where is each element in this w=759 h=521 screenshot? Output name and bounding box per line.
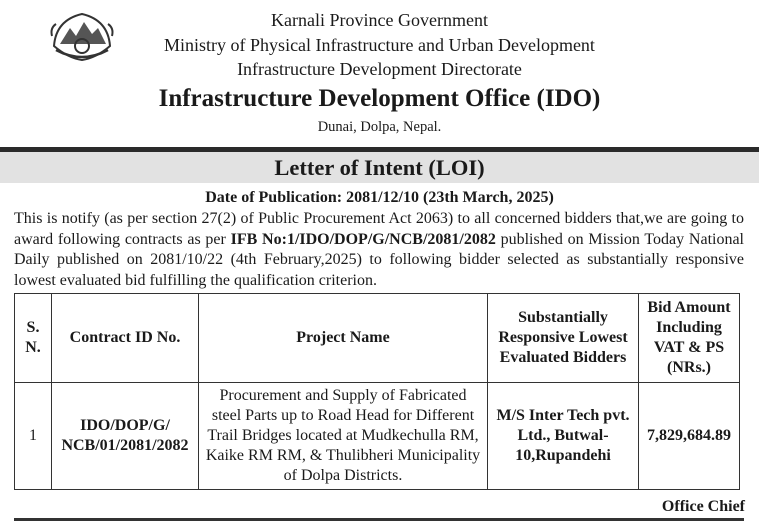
notice-title: Letter of Intent (LOI) xyxy=(274,155,485,180)
header-bidder: Substantially Responsive Lowest Evaluated Bidders xyxy=(488,294,639,383)
notice-banner xyxy=(0,147,759,183)
table-header-row xyxy=(15,294,740,383)
directorate-line: Infrastructure Development Directorate xyxy=(237,59,522,79)
notice-text-part2: published on Mission Today National Daily published on 2081/10/22 (4th February,2025) to following bidder selected as substantially responsive lowest evaluated bid fulfilling the qualification criterion. xyxy=(14,230,745,289)
ministry-line: Ministry of Physical Infrastructure and Urban Development xyxy=(164,34,595,55)
office-address: Dunai, Dolpa, Nepal. xyxy=(317,118,442,135)
header-sn: S. N. xyxy=(15,294,52,383)
header-project-name: Project Name xyxy=(199,294,488,383)
cell-sn: 1 xyxy=(15,383,52,490)
office-title: Infrastructure Development Office (IDO) xyxy=(158,84,601,112)
notice-paragraph xyxy=(14,209,744,291)
award-table xyxy=(14,293,740,490)
header-bid-amount: Bid Amount Including VAT & PS (NRs.) xyxy=(639,294,740,383)
letterhead xyxy=(0,8,759,138)
cell-contract-id: IDO/DOP/G/ NCB/01/2081/2082 xyxy=(52,383,199,490)
header-contract-id: Contract ID No. xyxy=(52,294,199,383)
publication-date: Date of Publication: 2081/12/10 (23th March, 2025) xyxy=(205,189,554,206)
cell-bidder: M/S Inter Tech pvt. Ltd., Butwal-10,Rupandehi xyxy=(488,383,639,490)
cell-bid-amount: 7,829,684.89 xyxy=(639,383,740,490)
province-line: Karnali Province Government xyxy=(271,10,488,30)
table-row xyxy=(15,383,740,490)
signatory: Office Chief xyxy=(661,498,745,515)
cell-project-name: Procurement and Supply of Fabricated steel Parts up to Road Head for Different Trail Bridges located at Mudkechulla RM, Kaike RM RM, & Thulibheri Municipality of Dolpa Districts. xyxy=(199,383,488,490)
ifb-number: IFB No:1/IDO/DOP/G/NCB/2081/2082 xyxy=(230,230,496,248)
notice-text-part1: This is notify (as per section 27(2) of Public Procurement Act 2063) to all concerned bidders that,we are going to award following contracts as per xyxy=(14,210,744,248)
